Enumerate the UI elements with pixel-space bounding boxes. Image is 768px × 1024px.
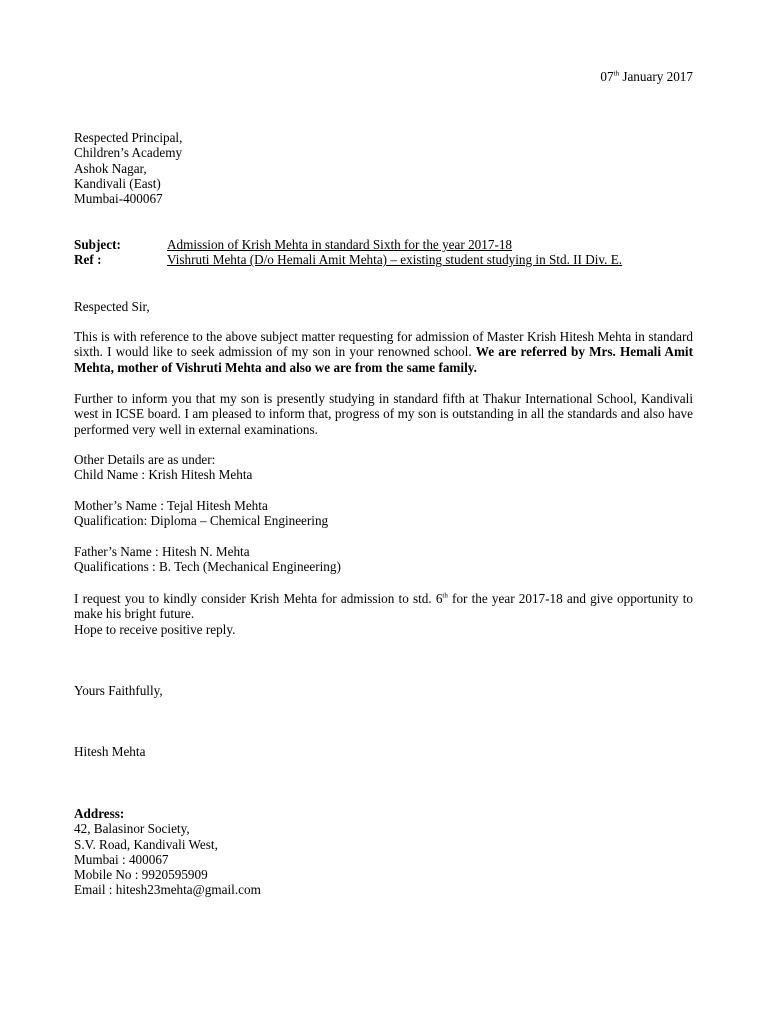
email-address: Email : hitesh23mehta@gmail.com	[74, 882, 261, 898]
subject-label: Subject:	[74, 237, 121, 252]
paragraph-progress: Further to inform you that my son is presently studying in standard fifth at Thakur International School, Kandivali west in ICSE board. I am pleased to inform that, progress of my son is outstanding in all the standards and also have performed very well in external examinations.	[74, 391, 693, 437]
recipient-line: Ashok Nagar,	[74, 160, 147, 176]
recipient-address	[74, 130, 693, 206]
mother-qualification: Qualification: Diploma – Chemical Engineering	[74, 513, 329, 529]
mother-details	[74, 498, 693, 529]
sender-address	[74, 806, 693, 898]
paragraph-intro: This is with reference to the above subject matter requesting for admission of Master Krish Hitesh Mehta in standard sixth. I would like to seek admission of my son in your renowned school. We are referred by Mrs. Hemali Amit Mehta, mother of Vishruti Mehta and also we are from the same family.	[74, 329, 693, 375]
father-details	[74, 544, 693, 575]
address-heading: Address:	[74, 806, 125, 821]
hope-line: Hope to receive positive reply.	[74, 621, 236, 637]
closing: Yours Faithfully,	[74, 683, 163, 698]
other-details	[74, 452, 693, 483]
letter-date: 07th January 2017	[600, 69, 693, 84]
salutation: Respected Sir,	[74, 299, 150, 314]
date-suffix: th	[613, 69, 620, 78]
address-line: 42, Balasinor Society,	[74, 821, 190, 837]
recipient-line: Kandivali (East)	[74, 175, 161, 191]
ref-row	[74, 252, 693, 267]
request-block	[74, 591, 693, 637]
child-name: Child Name : Krish Hitesh Mehta	[74, 467, 253, 483]
subject-block	[74, 237, 693, 268]
mobile-number: Mobile No : 9920595909	[74, 867, 208, 883]
ref-label: Ref :	[74, 252, 102, 268]
recipient-line: Mumbai-400067	[74, 191, 163, 207]
request-paragraph: I request you to kindly consider Krish Mehta for admission to std. 6th for the year 2017-18 and give opportunity to make his bright future.	[74, 591, 693, 622]
ref-text: Vishruti Mehta (D/o Hemali Amit Mehta) – existing student studying in Std. II Div. E.	[167, 252, 623, 268]
referral-bold-text: We are referred by Mrs. Hemali Amit Mehta, mother of Vishruti Mehta and also we are from the same family.	[74, 344, 693, 375]
address-line: Mumbai : 400067	[74, 851, 169, 867]
father-name: Father’s Name : Hitesh N. Mehta	[74, 544, 250, 559]
address-line: S.V. Road, Kandivali West,	[74, 836, 218, 852]
subject-row	[74, 237, 693, 252]
mother-name: Mother’s Name : Tejal Hitesh Mehta	[74, 498, 268, 513]
signature-name: Hitesh Mehta	[74, 744, 146, 759]
recipient-line: Children’s Academy	[74, 145, 183, 161]
subject-text: Admission of Krish Mehta in standard Sixth for the year 2017-18	[167, 237, 513, 252]
std-suffix: th	[442, 591, 448, 600]
details-heading: Other Details are as under:	[74, 452, 216, 467]
recipient-line: Respected Principal,	[74, 130, 183, 145]
father-qualification: Qualifications : B. Tech (Mechanical Engineering)	[74, 559, 341, 575]
